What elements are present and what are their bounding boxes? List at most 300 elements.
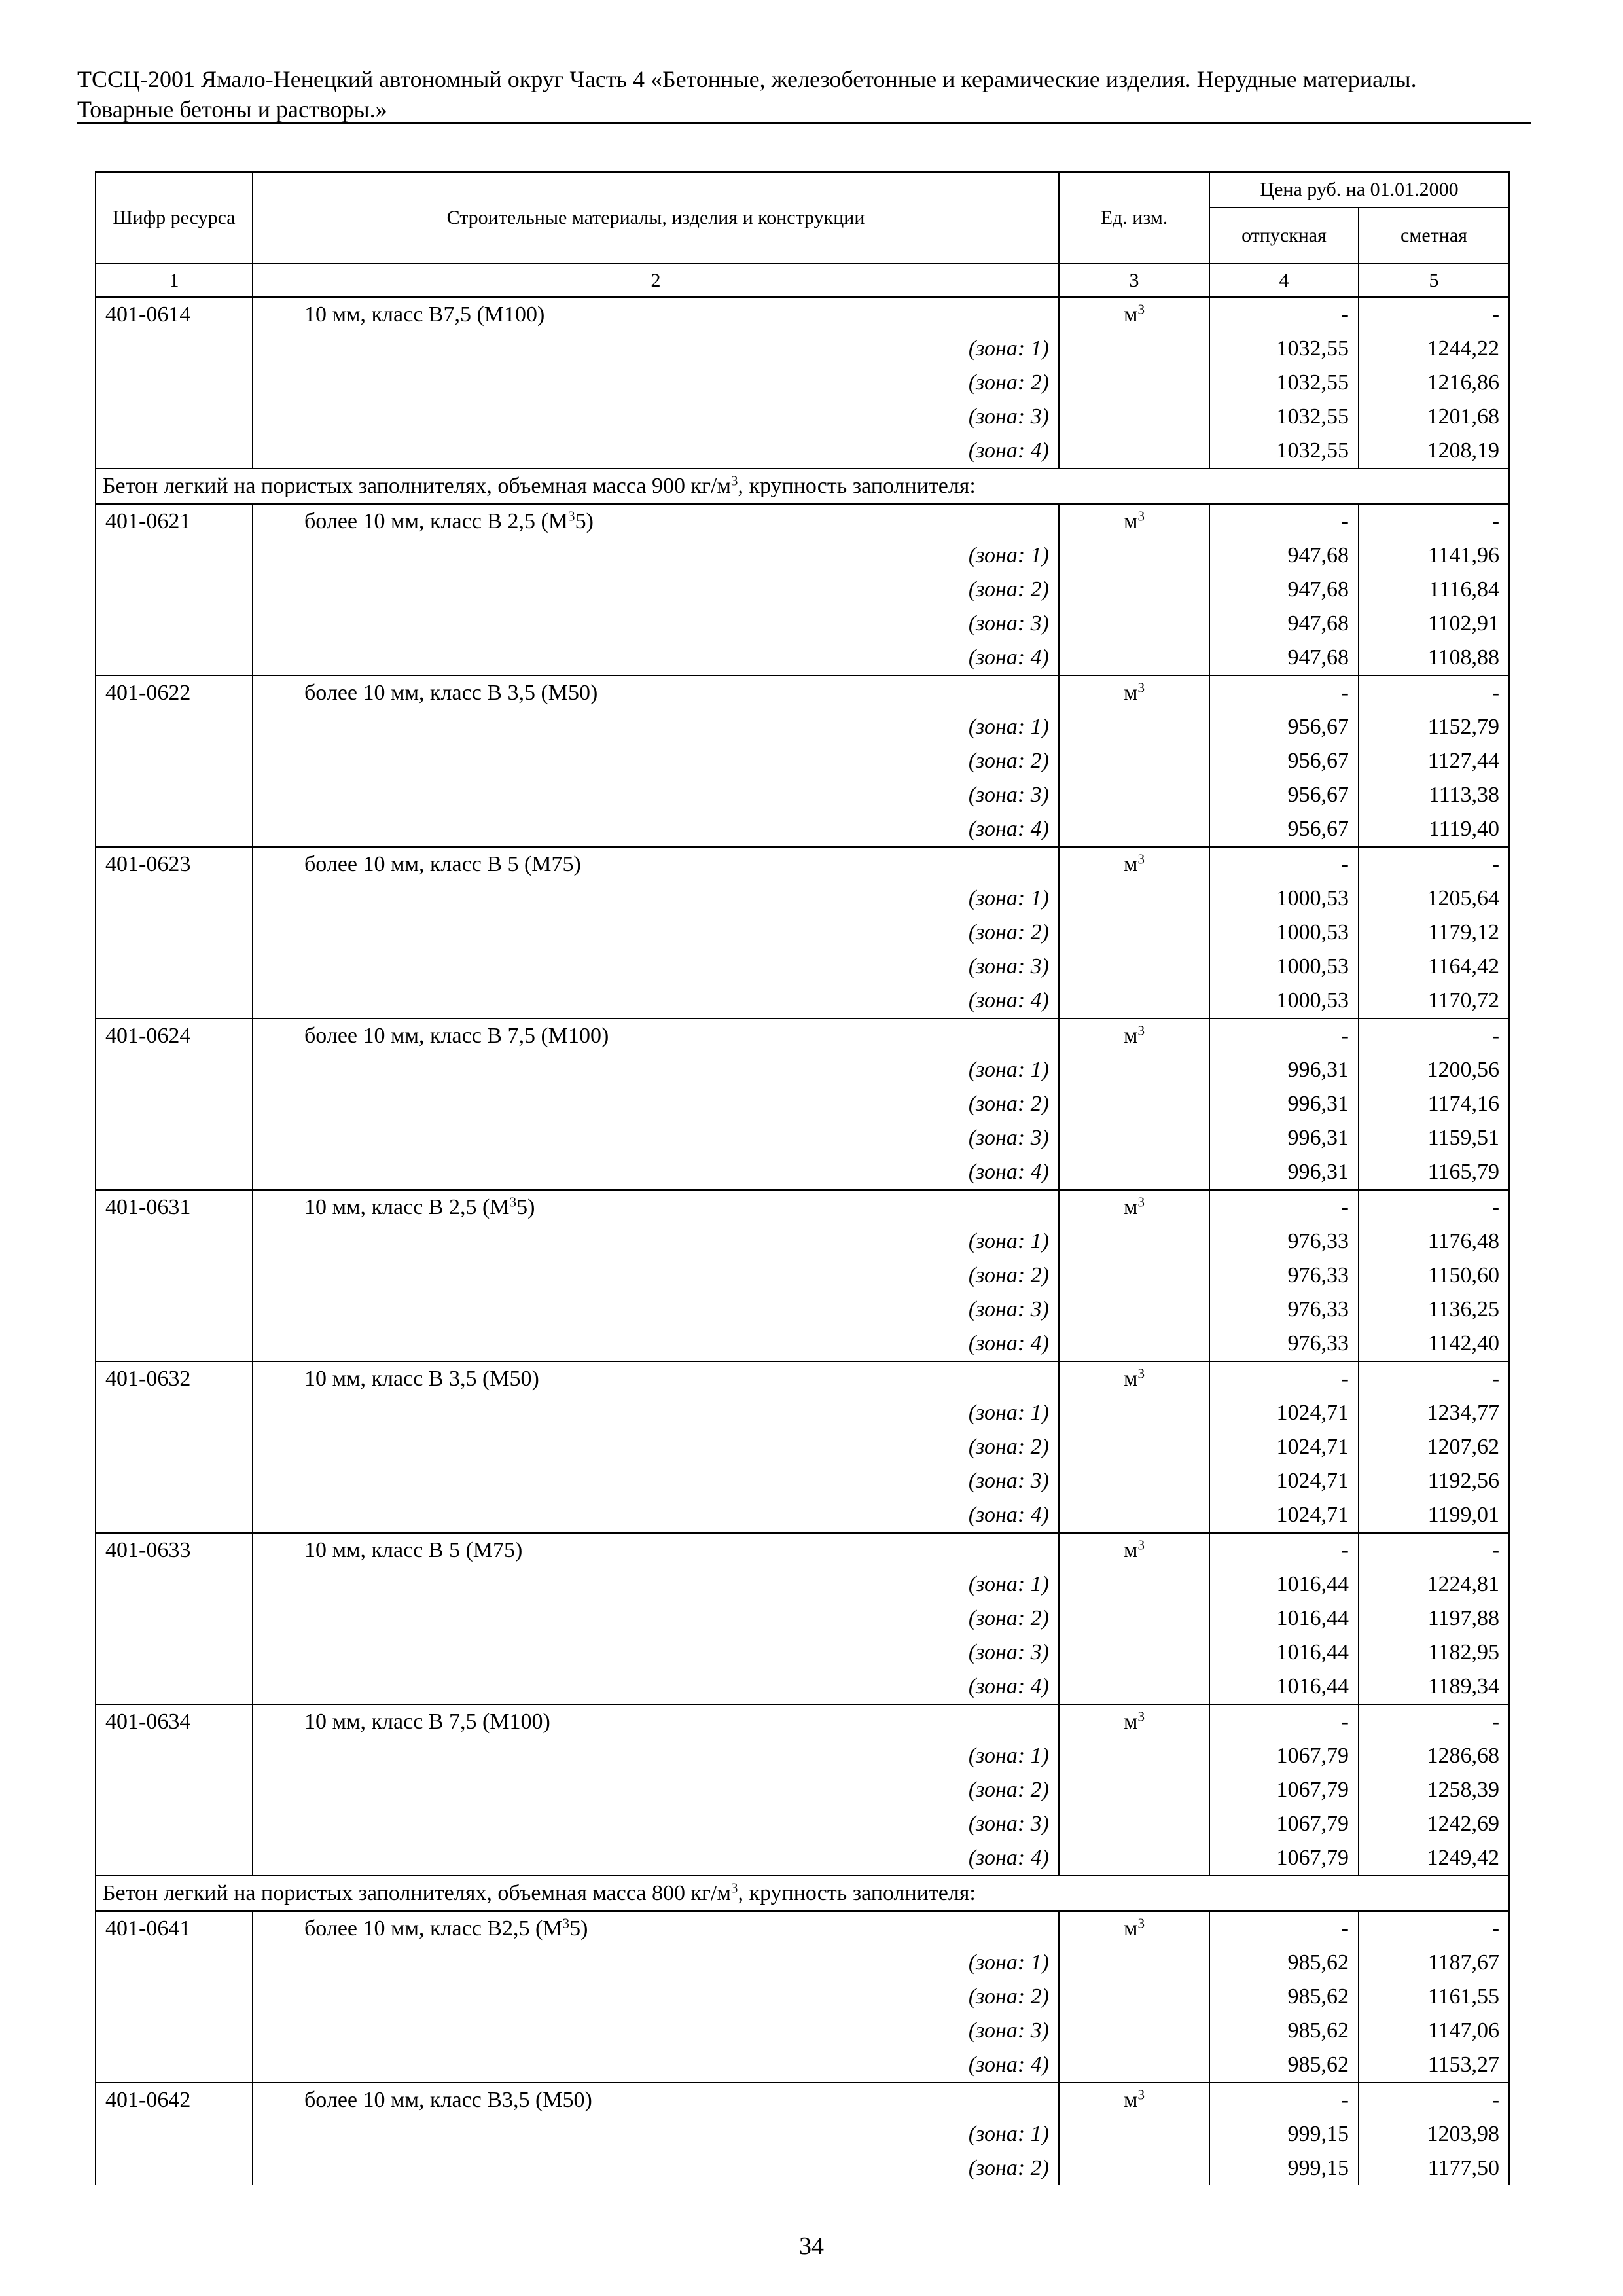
empty-cell [1059,1498,1209,1533]
empty-cell [1059,1225,1209,1259]
estimate-price: - [1359,1704,1509,1739]
zone-row [96,1498,1509,1533]
zone-label: (зона: 2) [253,1259,1059,1293]
estimate-price: 1141,96 [1359,539,1509,573]
empty-cell [1059,1739,1209,1773]
zone-label: (зона: 3) [253,607,1059,641]
empty-cell [96,1670,253,1704]
item-row [96,847,1509,882]
estimate-price: 1234,77 [1359,1396,1509,1430]
empty-cell [1059,400,1209,434]
release-price: 999,15 [1209,2151,1359,2185]
zone-row [96,366,1509,400]
empty-cell [96,1327,253,1361]
zone-label: (зона: 2) [253,1087,1059,1121]
empty-cell [1059,1293,1209,1327]
material-name: более 10 мм, класс В 2,5 $(М^35)$ [253,504,1059,539]
empty-cell [1059,1773,1209,1807]
estimate-price: - [1359,1361,1509,1396]
empty-cell [1059,434,1209,469]
estimate-price: 1127,44 [1359,744,1509,778]
zone-label: (зона: 3) [253,1464,1059,1498]
header-line-1: ТССЦ-2001 Ямало-Ненецкий автономный округ Часть 4 «Бетонные, железобетонные и керамические изделия. Нерудные материалы. [77,66,1417,92]
col-number: 5 [1359,264,1509,297]
empty-cell [1059,744,1209,778]
empty-cell [96,1121,253,1155]
empty-cell [1059,1087,1209,1121]
release-price: 976,33 [1209,1327,1359,1361]
item-row [96,1704,1509,1739]
empty-cell [1059,1430,1209,1464]
material-name: более 10 мм, класс В3,5 (М50) [253,2083,1059,2117]
zone-label: (зона: 3) [253,400,1059,434]
unit-of-measure: $м^3$ [1059,1018,1209,1053]
release-price: 956,67 [1209,812,1359,847]
empty-cell [96,1155,253,1190]
release-price: - [1209,1018,1359,1053]
empty-cell [1059,812,1209,847]
empty-cell [96,2117,253,2151]
item-row [96,297,1509,332]
resource-code: 401-0634 [96,1704,253,1739]
zone-row [96,950,1509,984]
estimate-price: - [1359,504,1509,539]
estimate-price: 1192,56 [1359,1464,1509,1498]
release-price: 1000,53 [1209,916,1359,950]
empty-cell [96,1946,253,1980]
zone-row [96,1636,1509,1670]
zone-label: (зона: 1) [253,332,1059,366]
empty-cell [1059,1636,1209,1670]
empty-cell [1059,1053,1209,1087]
empty-cell [96,434,253,469]
estimate-price: 1286,68 [1359,1739,1509,1773]
resource-record [96,1190,1509,1361]
zone-label: (зона: 2) [253,2151,1059,2185]
item-row [96,1911,1509,1946]
release-price: 996,31 [1209,1053,1359,1087]
unit-of-measure: $м^3$ [1059,1704,1209,1739]
zone-label: (зона: 2) [253,1773,1059,1807]
zone-label: (зона: 3) [253,2014,1059,2048]
zone-row [96,744,1509,778]
unit-of-measure: $м^3$ [1059,847,1209,882]
empty-cell [1059,984,1209,1018]
release-price: 996,31 [1209,1155,1359,1190]
empty-cell [96,710,253,744]
resource-code: 401-0633 [96,1533,253,1568]
empty-cell [1059,2048,1209,2083]
unit-of-measure: $м^3$ [1059,1911,1209,1946]
empty-cell [96,1807,253,1841]
unit-of-measure: $м^3$ [1059,1533,1209,1568]
empty-cell [1059,916,1209,950]
release-price: - [1209,675,1359,710]
empty-cell [96,882,253,916]
release-price: - [1209,297,1359,332]
zone-row [96,400,1509,434]
col-header-estimate: сметная [1359,207,1509,264]
release-price: 1000,53 [1209,950,1359,984]
material-name: более 10 мм, класс В2,5 $(М^35)$ [253,1911,1059,1946]
zone-label: (зона: 2) [253,366,1059,400]
empty-cell [96,1293,253,1327]
zone-label: (зона: 1) [253,539,1059,573]
zone-row [96,2014,1509,2048]
zone-row [96,882,1509,916]
release-price: 999,15 [1209,2117,1359,2151]
estimate-price: 1161,55 [1359,1980,1509,2014]
zone-label: (зона: 4) [253,2048,1059,2083]
zone-label: (зона: 3) [253,1807,1059,1841]
empty-cell [96,1568,253,1602]
release-price: 1000,53 [1209,882,1359,916]
col-number: 2 [253,264,1059,297]
estimate-price: 1179,12 [1359,916,1509,950]
col-header-unit: Ед. изм. [1059,172,1209,264]
group-heading: Бетон легкий на пористых заполнителях, объемная масса 900 $кг/м^3$, крупность заполнителя: [96,469,1509,504]
empty-cell [96,2151,253,2185]
empty-cell [1059,607,1209,641]
resource-record [96,1361,1509,1533]
empty-cell [96,916,253,950]
zone-label: (зона: 3) [253,950,1059,984]
zone-row [96,573,1509,607]
zone-label: (зона: 3) [253,1293,1059,1327]
zone-label: (зона: 3) [253,778,1059,812]
zone-label: (зона: 4) [253,641,1059,675]
release-price: 1032,55 [1209,332,1359,366]
estimate-price: - [1359,1911,1509,1946]
estimate-price: 1200,56 [1359,1053,1509,1087]
release-price: 1067,79 [1209,1841,1359,1876]
release-price: 1024,71 [1209,1498,1359,1533]
release-price: 947,68 [1209,539,1359,573]
zone-label: (зона: 2) [253,916,1059,950]
resource-code: 401-0631 [96,1190,253,1225]
col-header-price: Цена руб. на 01.01.2000 [1209,172,1509,207]
group-heading: Бетон легкий на пористых заполнителях, объемная масса 800 $кг/м^3$, крупность заполнителя: [96,1876,1509,1911]
estimate-price: 1203,98 [1359,2117,1509,2151]
release-price: 985,62 [1209,1946,1359,1980]
empty-cell [96,1225,253,1259]
col-number: 3 [1059,264,1209,297]
empty-cell [96,1739,253,1773]
empty-cell [1059,1259,1209,1293]
zone-row [96,1155,1509,1190]
item-row [96,1361,1509,1396]
empty-cell [1059,2014,1209,2048]
item-row [96,1018,1509,1053]
estimate-price: - [1359,1190,1509,1225]
estimate-price: 1189,34 [1359,1670,1509,1704]
resource-record [96,847,1509,1018]
estimate-price: 1174,16 [1359,1087,1509,1121]
release-price: 985,62 [1209,1980,1359,2014]
zone-row [96,2048,1509,2083]
resource-record [96,297,1509,469]
zone-label: (зона: 3) [253,1636,1059,1670]
zone-row [96,1259,1509,1293]
empty-cell [96,1259,253,1293]
zone-row [96,1568,1509,1602]
release-price: - [1209,1704,1359,1739]
zone-row [96,1121,1509,1155]
empty-cell [96,1773,253,1807]
estimate-price: 1113,38 [1359,778,1509,812]
zone-label: (зона: 2) [253,744,1059,778]
zone-row [96,1670,1509,1704]
zone-row [96,984,1509,1018]
empty-cell [96,1636,253,1670]
empty-cell [96,1053,253,1087]
estimate-price: 1108,88 [1359,641,1509,675]
zone-label: (зона: 1) [253,1396,1059,1430]
zone-row [96,1773,1509,1807]
release-price: 1024,71 [1209,1464,1359,1498]
unit-of-measure: $м^3$ [1059,675,1209,710]
estimate-price: 1244,22 [1359,332,1509,366]
zone-label: (зона: 4) [253,1841,1059,1876]
zone-row [96,1464,1509,1498]
zone-row [96,1053,1509,1087]
zone-row [96,778,1509,812]
estimate-price: 1205,64 [1359,882,1509,916]
zone-row [96,2117,1509,2151]
estimate-price: 1208,19 [1359,434,1509,469]
zone-label: (зона: 1) [253,1053,1059,1087]
estimate-price: 1142,40 [1359,1327,1509,1361]
resource-code: 401-0632 [96,1361,253,1396]
estimate-price: 1102,91 [1359,607,1509,641]
estimate-price: 1136,25 [1359,1293,1509,1327]
zone-label: (зона: 1) [253,710,1059,744]
empty-cell [1059,2151,1209,2185]
empty-cell [1059,1946,1209,1980]
estimate-price: 1165,79 [1359,1155,1509,1190]
release-price: - [1209,504,1359,539]
material-name: 10 мм, класс В 3,5 (М50) [253,1361,1059,1396]
empty-cell [96,1602,253,1636]
estimate-price: 1199,01 [1359,1498,1509,1533]
material-name: более 10 мм, класс В 7,5 (М100) [253,1018,1059,1053]
empty-cell [1059,1841,1209,1876]
zone-row [96,1946,1509,1980]
empty-cell [1059,366,1209,400]
estimate-price: 1170,72 [1359,984,1509,1018]
empty-cell [96,812,253,847]
resource-code: 401-0622 [96,675,253,710]
zone-row [96,1396,1509,1430]
empty-cell [96,744,253,778]
empty-cell [1059,641,1209,675]
zone-row [96,812,1509,847]
release-price: 1032,55 [1209,434,1359,469]
release-price: 947,68 [1209,607,1359,641]
empty-cell [1059,1980,1209,2014]
empty-cell [96,1430,253,1464]
release-price: 985,62 [1209,2014,1359,2048]
zone-row [96,332,1509,366]
release-price: 996,31 [1209,1087,1359,1121]
zone-row [96,539,1509,573]
empty-cell [96,573,253,607]
zone-row [96,2151,1509,2185]
zone-row [96,1807,1509,1841]
estimate-price: 1176,48 [1359,1225,1509,1259]
estimate-price: 1242,69 [1359,1807,1509,1841]
header-line-2: Товарные бетоны и растворы.» [77,96,387,122]
empty-cell [1059,1602,1209,1636]
zone-label: (зона: 2) [253,1430,1059,1464]
release-price: - [1209,847,1359,882]
release-price: 1032,55 [1209,400,1359,434]
estimate-price: - [1359,847,1509,882]
resource-code: 401-0642 [96,2083,253,2117]
resource-code: 401-0623 [96,847,253,882]
empty-cell [1059,882,1209,916]
material-name: 10 мм, класс В7,5 (М100) [253,297,1059,332]
item-row [96,504,1509,539]
release-price: 1016,44 [1209,1636,1359,1670]
estimate-price: 1249,42 [1359,1841,1509,1876]
zone-label: (зона: 1) [253,1225,1059,1259]
zone-label: (зона: 1) [253,1568,1059,1602]
release-price: - [1209,1361,1359,1396]
zone-row [96,641,1509,675]
empty-cell [1059,1396,1209,1430]
zone-row [96,1739,1509,1773]
material-name: более 10 мм, класс В 3,5 (М50) [253,675,1059,710]
resource-code: 401-0624 [96,1018,253,1053]
empty-cell [96,366,253,400]
estimate-price: - [1359,297,1509,332]
estimate-price: - [1359,675,1509,710]
zone-label: (зона: 1) [253,1739,1059,1773]
zone-row [96,1841,1509,1876]
estimate-price: - [1359,2083,1509,2117]
release-price: - [1209,1911,1359,1946]
zone-row [96,1327,1509,1361]
estimate-price: 1182,95 [1359,1636,1509,1670]
page-number: 34 [799,2233,824,2260]
release-price: 1024,71 [1209,1430,1359,1464]
estimate-price: 1197,88 [1359,1602,1509,1636]
empty-cell [96,2014,253,2048]
unit-of-measure: $м^3$ [1059,1361,1209,1396]
release-price: 956,67 [1209,778,1359,812]
resource-record [96,1704,1509,1876]
zone-label: (зона: 2) [253,1980,1059,2014]
zone-label: (зона: 1) [253,2117,1059,2151]
release-price: 947,68 [1209,573,1359,607]
zone-label: (зона: 3) [253,1121,1059,1155]
item-row [96,2083,1509,2117]
empty-cell [96,1396,253,1430]
zone-label: (зона: 4) [253,434,1059,469]
empty-cell [96,950,253,984]
zone-row [96,1430,1509,1464]
estimate-price: 1177,50 [1359,2151,1509,2185]
empty-cell [96,1087,253,1121]
zone-label: (зона: 1) [253,1946,1059,1980]
zone-row [96,1602,1509,1636]
zone-row [96,710,1509,744]
col-header-release: отпускная [1209,207,1359,264]
empty-cell [1059,573,1209,607]
release-price: 996,31 [1209,1121,1359,1155]
empty-cell [96,332,253,366]
estimate-price: 1164,42 [1359,950,1509,984]
zone-row [96,434,1509,469]
release-price: - [1209,1533,1359,1568]
material-name: 10 мм, класс В 5 (М75) [253,1533,1059,1568]
zone-label: (зона: 4) [253,984,1059,1018]
release-price: 1032,55 [1209,366,1359,400]
empty-cell [1059,1670,1209,1704]
resource-record [96,1018,1509,1190]
header-rule [77,122,1531,124]
unit-of-measure: $м^3$ [1059,297,1209,332]
resource-record [96,1911,1509,2083]
item-row [96,1533,1509,1568]
empty-cell [96,539,253,573]
resource-code: 401-0621 [96,504,253,539]
material-name: 10 мм, класс В 7,5 (М100) [253,1704,1059,1739]
release-price: 1016,44 [1209,1670,1359,1704]
item-row [96,675,1509,710]
estimate-price: - [1359,1018,1509,1053]
empty-cell [96,400,253,434]
release-price: 1000,53 [1209,984,1359,1018]
estimate-price: 1147,06 [1359,2014,1509,2048]
empty-cell [96,1980,253,2014]
release-price: 976,33 [1209,1293,1359,1327]
release-price: 1016,44 [1209,1568,1359,1602]
release-price: 1067,79 [1209,1807,1359,1841]
empty-cell [1059,1327,1209,1361]
estimate-price: 1216,86 [1359,366,1509,400]
estimate-price: - [1359,1533,1509,1568]
zone-row [96,1087,1509,1121]
empty-cell [1059,778,1209,812]
group-heading-row [96,469,1509,504]
col-number: 1 [96,264,253,297]
empty-cell [1059,1121,1209,1155]
unit-of-measure: $м^3$ [1059,2083,1209,2117]
estimate-price: 1187,67 [1359,1946,1509,1980]
estimate-price: 1159,51 [1359,1121,1509,1155]
empty-cell [1059,332,1209,366]
release-price: - [1209,2083,1359,2117]
release-price: 1016,44 [1209,1602,1359,1636]
estimate-price: 1207,62 [1359,1430,1509,1464]
zone-label: (зона: 4) [253,1327,1059,1361]
zone-row [96,1225,1509,1259]
zone-row [96,916,1509,950]
estimate-price: 1116,84 [1359,573,1509,607]
release-price: 947,68 [1209,641,1359,675]
release-price: 985,62 [1209,2048,1359,2083]
estimate-price: 1258,39 [1359,1773,1509,1807]
release-price: - [1209,1190,1359,1225]
zone-row [96,1293,1509,1327]
empty-cell [1059,710,1209,744]
release-price: 1067,79 [1209,1739,1359,1773]
empty-cell [96,641,253,675]
zone-row [96,1980,1509,2014]
empty-cell [1059,539,1209,573]
